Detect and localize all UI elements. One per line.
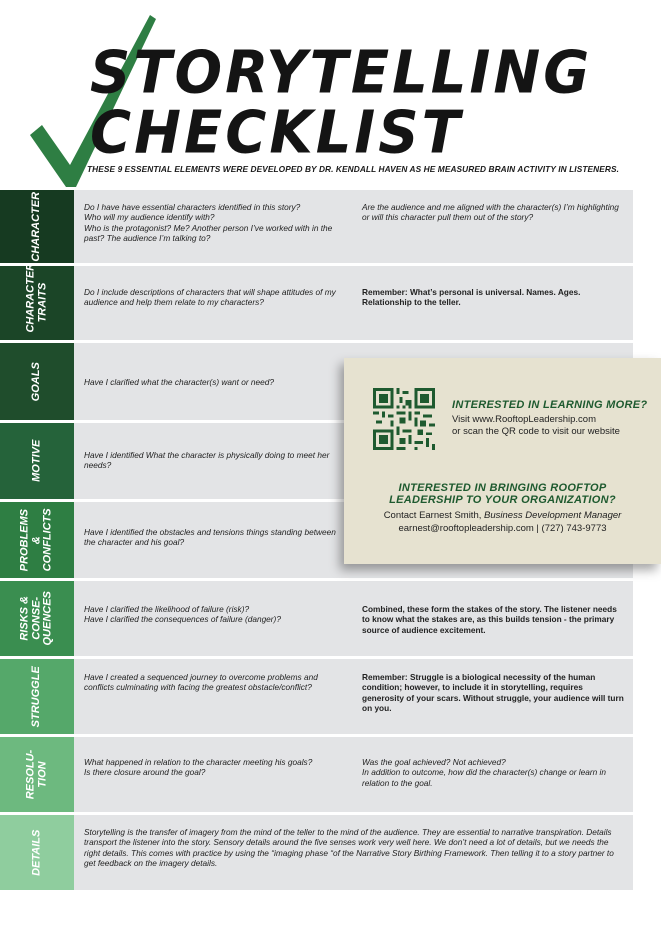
promo-contact-email-phone[interactable]: earnest@rooftopleadership.com | (727) 743-9773 [398,523,607,534]
row-label-motive: MOTIVE [0,423,74,499]
row-label-risks-consequences: RISKS & CONSE- QUENCES [0,581,74,656]
row-label-character: CHARACTER [0,190,74,263]
qr-code[interactable] [372,388,436,450]
row-question: Have I clarified what the character(s) want or need? [84,377,274,387]
page-subtitle: THESE 9 ESSENTIAL ELEMENTS WERE DEVELOPED BY DR. KENDALL HAVEN AS HE MEASURED BRAIN ACTIVITY IN LISTENERS. [87,164,619,174]
row-question: Have I clarified the likelihood of failure (risk)? Have I clarified the consequences of failure (danger)? [84,604,281,625]
row-question: Storytelling is the transfer of imagery from the mind of the teller to the mind of the audience. They are essential to narrative transpiration. Details transport the listener into the story. Sensory details around the five senses work very well here. We don’t need a lot of details, but we needs the right details. This comes with practice by using the “imaging phase “of the Narrative Story Birthing Framework. Then telling it to a story partner to get feedback on the imagery details. [84,827,614,869]
row-question: What happened in relation to the character meeting his goals? Is there closure around the goal? [84,757,313,778]
promo-heading-learn-more: INTERESTED IN LEARNING MORE? [452,399,648,411]
row-label-struggle: STRUGGLE [0,659,74,734]
row-label-character-traits: CHARACTER TRAITS [0,266,74,340]
row-label-details: DETAILS [0,815,74,890]
promo-qr-text: or scan the QR code to visit our website [452,426,620,437]
promo-visit-link[interactable]: Visit www.RooftopLeadership.com [452,414,596,425]
promo-card [344,358,661,564]
row-note: Combined, these form the stakes of the story. The listener needs to know what the stakes are, as this builds tension - the primary source of audience excitement. [362,604,617,635]
checklist-row-struggle [0,659,633,734]
promo-heading-organization: INTERESTED IN BRINGING ROOFTOP LEADERSHIP TO YOUR ORGANIZATION? [389,482,616,506]
row-note: Remember: Struggle is a biological necessity of the human condition; however, to include it in storytelling, requires generosity of your scars. Without struggle, your audience will turn on you. [362,672,624,714]
page-title-line1: STORYTELLING [90,38,593,107]
promo-contact-line: Contact Earnest Smith, Business Development Manager [383,510,622,521]
row-question: Have I identified the obstacles and tensions things standing between the character and his goal? [84,527,336,548]
checklist-row-risks-consequences [0,581,633,656]
row-label-problems-conflicts: PROBLEMS & CONFLICTS [0,502,74,578]
row-label-resolution: RESOLU- TION [0,737,74,812]
checklist-row-details [0,815,633,890]
row-question: Do I include descriptions of characters that will shape attitudes of my audience and help them relate to my characters? [84,287,336,308]
row-label-goals: GOALS [0,343,74,420]
row-note: Are the audience and me aligned with the character(s) I’m highlighting or will this character pull them out of the story? [362,202,619,223]
row-question: Do I have have essential characters identified in this story? Who will my audience identify with? Who is the protagonist? Me? Another person I’ve worked with in the past? The audience I’m talking to? [84,202,333,244]
checklist-row-resolution [0,737,633,812]
page-title-line2: CHECKLIST [90,98,463,167]
row-note: Remember: What’s personal is universal. Names. Ages. Relationship to the teller. [362,287,581,308]
row-question: Have I created a sequenced journey to overcome problems and conflicts culminating with facing the greatest obstacle/conflict? [84,672,318,693]
checklist-row-character-traits [0,263,633,340]
row-question: Have I identified What the character is physically doing to meet her needs? [84,450,330,471]
checklist-row-character [0,190,633,263]
row-note: Was the goal achieved? Not achieved? In addition to outcome, how did the character(s) change or learn in relation to the goal. [362,757,606,788]
